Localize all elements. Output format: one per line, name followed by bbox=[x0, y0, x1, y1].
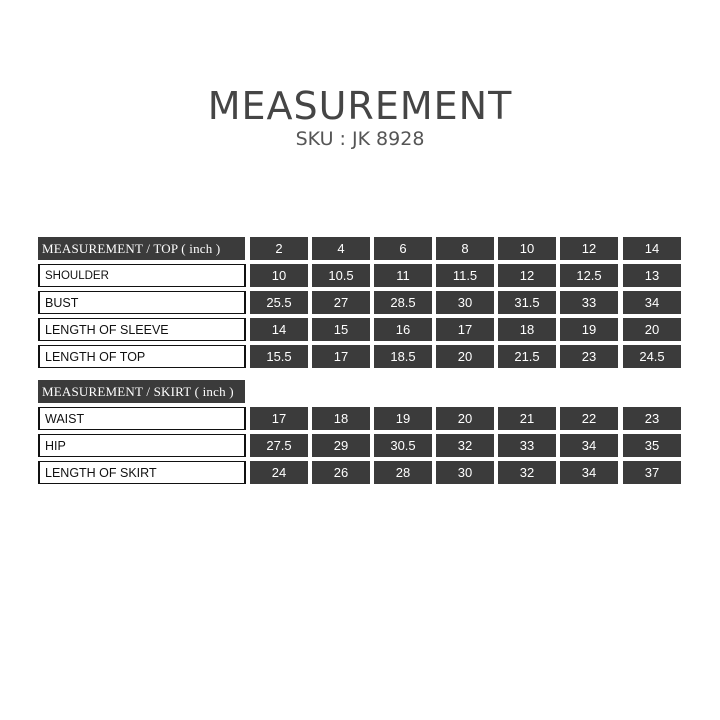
table-cell: 21.5 bbox=[498, 345, 556, 368]
table-cell: 34 bbox=[560, 434, 618, 457]
table-cell: 17 bbox=[250, 407, 308, 430]
table-cell: 24.5 bbox=[623, 345, 681, 368]
size-header-4: 4 bbox=[312, 237, 370, 260]
table-cell: 17 bbox=[312, 345, 370, 368]
table-cell: 14 bbox=[250, 318, 308, 341]
size-header-8: 8 bbox=[436, 237, 494, 260]
table-cell: 29 bbox=[312, 434, 370, 457]
size-header-6: 6 bbox=[374, 237, 432, 260]
table-cell: 30 bbox=[436, 461, 494, 484]
table-cell: 22 bbox=[560, 407, 618, 430]
skirt-table-header: MEASUREMENT / SKIRT ( inch ) bbox=[38, 380, 245, 403]
table-cell: 35 bbox=[623, 434, 681, 457]
table-cell: 13 bbox=[623, 264, 681, 287]
sku-label: SKU : JK 8928 bbox=[295, 128, 425, 150]
table-cell: 20 bbox=[436, 345, 494, 368]
table-cell: 18.5 bbox=[374, 345, 432, 368]
table-cell: 30.5 bbox=[374, 434, 432, 457]
top-table-header: MEASUREMENT / TOP ( inch ) bbox=[38, 237, 245, 260]
table-cell: 28 bbox=[374, 461, 432, 484]
table-cell: 32 bbox=[498, 461, 556, 484]
table-cell: 33 bbox=[498, 434, 556, 457]
row-label-shoulder: SHOULDER bbox=[38, 264, 246, 287]
row-label-length-of-sleeve: LENGTH OF SLEEVE bbox=[38, 318, 246, 341]
table-cell: 18 bbox=[312, 407, 370, 430]
table-cell: 25.5 bbox=[250, 291, 308, 314]
table-cell: 17 bbox=[436, 318, 494, 341]
table-cell: 16 bbox=[374, 318, 432, 341]
table-cell: 26 bbox=[312, 461, 370, 484]
row-label-length-of-top: LENGTH OF TOP bbox=[38, 345, 246, 368]
table-cell: 23 bbox=[623, 407, 681, 430]
table-cell: 27.5 bbox=[250, 434, 308, 457]
size-header-10: 10 bbox=[498, 237, 556, 260]
table-cell: 19 bbox=[560, 318, 618, 341]
table-cell: 37 bbox=[623, 461, 681, 484]
size-header-14: 14 bbox=[623, 237, 681, 260]
table-cell: 32 bbox=[436, 434, 494, 457]
table-cell: 15.5 bbox=[250, 345, 308, 368]
table-cell: 15 bbox=[312, 318, 370, 341]
page-title: MEASUREMENT bbox=[207, 84, 513, 128]
table-cell: 24 bbox=[250, 461, 308, 484]
row-label-hip: HIP bbox=[38, 434, 246, 457]
table-cell: 12 bbox=[498, 264, 556, 287]
table-cell: 27 bbox=[312, 291, 370, 314]
table-cell: 11 bbox=[374, 264, 432, 287]
table-cell: 28.5 bbox=[374, 291, 432, 314]
table-cell: 31.5 bbox=[498, 291, 556, 314]
table-cell: 10.5 bbox=[312, 264, 370, 287]
table-cell: 19 bbox=[374, 407, 432, 430]
table-cell: 10 bbox=[250, 264, 308, 287]
table-cell: 12.5 bbox=[560, 264, 618, 287]
size-header-2: 2 bbox=[250, 237, 308, 260]
table-cell: 34 bbox=[560, 461, 618, 484]
row-label-length-of-skirt: LENGTH OF SKIRT bbox=[38, 461, 246, 484]
table-cell: 30 bbox=[436, 291, 494, 314]
size-header-12: 12 bbox=[560, 237, 618, 260]
table-cell: 11.5 bbox=[436, 264, 494, 287]
table-cell: 20 bbox=[623, 318, 681, 341]
table-cell: 23 bbox=[560, 345, 618, 368]
table-cell: 34 bbox=[623, 291, 681, 314]
table-cell: 33 bbox=[560, 291, 618, 314]
table-cell: 21 bbox=[498, 407, 556, 430]
table-cell: 20 bbox=[436, 407, 494, 430]
row-label-waist: WAIST bbox=[38, 407, 246, 430]
row-label-bust: BUST bbox=[38, 291, 246, 314]
table-cell: 18 bbox=[498, 318, 556, 341]
